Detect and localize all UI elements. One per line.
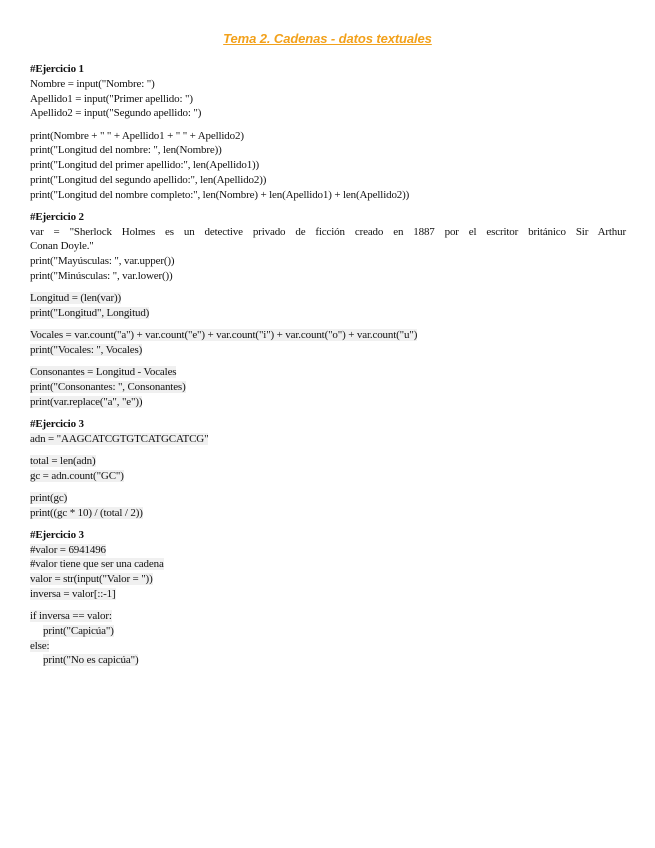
code-text: print(var.replace("a", "e")) xyxy=(30,395,143,408)
code-text: inversa = valor[::-1] xyxy=(30,587,116,600)
code-line xyxy=(30,639,626,654)
code-text: print("Vocales: ", Vocales) xyxy=(30,343,143,356)
ejercicio-3-heading: #Ejercicio 3 xyxy=(30,417,84,430)
code-line xyxy=(30,291,626,306)
code-line xyxy=(30,543,626,558)
code-line xyxy=(30,609,626,624)
code-text: print((gc * 10) / (total / 2)) xyxy=(30,506,143,519)
code-line xyxy=(30,572,626,587)
code-line: print("Longitud del nombre: ", len(Nombre)) xyxy=(30,144,222,157)
code-text: print("Consonantes: ", Consonantes) xyxy=(30,380,186,393)
code-line: print(Nombre + " " + Apellido1 + " " + Apellido2) xyxy=(30,129,244,142)
code-line xyxy=(30,454,626,469)
code-line: Conan Doyle." xyxy=(30,240,94,253)
code-line: print("Minúsculas: ", var.lower()) xyxy=(30,269,173,282)
code-line: print("Longitud del primer apellido:", len(Apellido1)) xyxy=(30,159,260,171)
document-body xyxy=(30,62,626,668)
code-line xyxy=(30,506,626,521)
code-text: #valor tiene que ser una cadena xyxy=(30,558,164,571)
code-line xyxy=(30,587,626,602)
code-text: Consonantes = Longitud - Vocales xyxy=(30,366,177,378)
code-line: Apellido1 = input("Primer apellido: ") xyxy=(30,92,193,105)
code-text: print("No es capicúa") xyxy=(43,654,139,667)
code-text: print(gc) xyxy=(30,491,68,504)
code-text: #valor = 6941496 xyxy=(30,543,106,556)
code-text: Longitud = (len(var)) xyxy=(30,292,122,304)
code-line: print("Longitud del segundo apellido:", len(Apellido2)) xyxy=(30,173,267,186)
code-line xyxy=(30,653,626,668)
code-line xyxy=(30,328,626,343)
code-text: total = len(adn) xyxy=(30,454,96,467)
code-line xyxy=(30,395,626,410)
code-line xyxy=(30,469,626,484)
code-text: valor = str(input("Valor = ")) xyxy=(30,573,153,585)
document-title: Tema 2. Cadenas - datos textuales xyxy=(223,31,432,46)
code-line: Nombre = input("Nombre: ") xyxy=(30,77,155,90)
code-text: adn = "AAGCATCGTGTCATGCATCG" xyxy=(30,432,209,445)
code-line xyxy=(30,557,626,572)
code-text: Vocales = var.count("a") + var.count("e") + var.count("i") + var.count("o") + var.count("u") xyxy=(30,329,418,341)
code-text: gc = adn.count("GC") xyxy=(30,469,124,482)
code-line xyxy=(30,380,626,395)
code-text: print("Longitud", Longitud) xyxy=(30,306,150,319)
code-text: else: xyxy=(30,639,50,652)
code-line xyxy=(30,365,626,380)
code-line: var = "Sherlock Holmes es un detective privado de ficción creado en 1887 por el escritor británico Sir Arthur xyxy=(30,225,626,238)
code-line xyxy=(30,306,626,321)
code-line xyxy=(30,624,626,639)
code-line xyxy=(30,343,626,358)
ejercicio-3b-heading: #Ejercicio 3 xyxy=(30,528,84,541)
code-line: print("Longitud del nombre completo:", len(Nombre) + len(Apellido1) + len(Apellido2)) xyxy=(30,188,410,201)
code-text: print("Capicúa") xyxy=(43,624,114,637)
code-line: print("Mayúsculas: ", var.upper()) xyxy=(30,255,175,267)
ejercicio-1-heading: #Ejercicio 1 xyxy=(30,63,84,75)
code-line xyxy=(30,432,626,447)
code-line: Apellido2 = input("Segundo apellido: ") xyxy=(30,107,202,120)
code-line xyxy=(30,491,626,506)
code-text: if inversa == valor: xyxy=(30,610,112,622)
ejercicio-2-heading: #Ejercicio 2 xyxy=(30,210,84,223)
